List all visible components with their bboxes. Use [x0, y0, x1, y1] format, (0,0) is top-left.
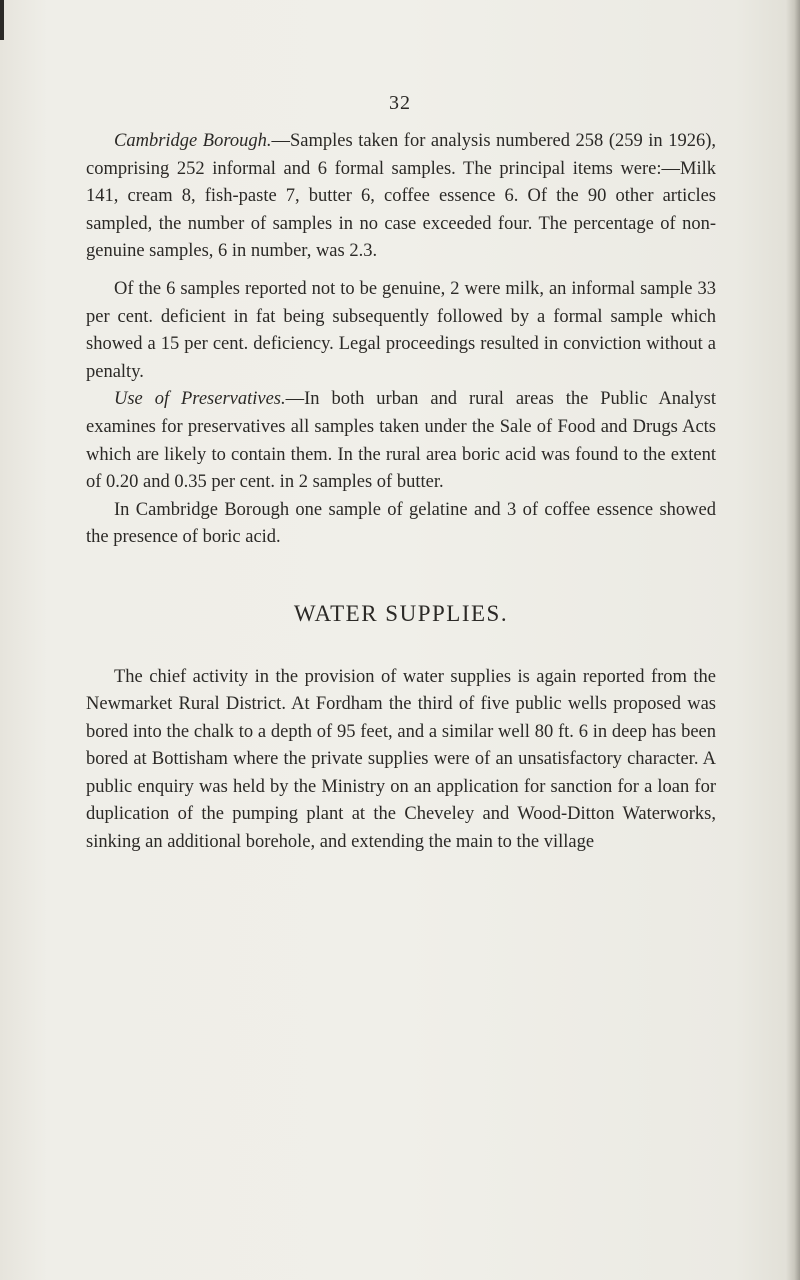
page-number: 32 — [389, 92, 411, 114]
paragraph-boric-acid — [86, 497, 716, 552]
paragraph-text: —Samples taken for analysis numbered 258 (259 in 1926), comprising 252 informal and 6 formal samples. The principal items were:—Milk 141, cream 8, fish-paste 7, butter 6, coffee essence 6. Of the 90 other articles sampled, the number of samples in no case exceeded four. The percentage of non-genuine samples, 6 in number, was 2.3. — [86, 131, 716, 262]
paragraph-text: Of the 6 samples reported not to be genuine, 2 were milk, an informal sample 33 per cent. deficient in fat being subsequently followed by a formal sample which showed a 15 per cent. deficiency. Legal proceedings resulted in conviction without a penalty. — [86, 278, 716, 382]
paragraph-preservatives — [86, 386, 716, 496]
paragraph-non-genuine-samples — [86, 276, 716, 386]
paragraph-cambridge-borough — [86, 128, 716, 266]
page-corner-mark — [0, 0, 4, 40]
paragraph-lead: Cambridge Borough. — [114, 131, 272, 151]
paragraph-lead: Use of Preservatives. — [114, 389, 286, 410]
paragraph-text: In Cambridge Borough one sample of gelatine and 3 of coffee essence showed the presence of boric acid. — [86, 499, 716, 548]
page-body — [86, 128, 716, 857]
paragraph-water-supplies — [86, 664, 716, 857]
paragraph-text: —In both urban and rural areas the Public Analyst examines for preservatives all samples taken under the Sale of Food and Drugs Acts which are likely to contain them. In the rural area boric acid was found to the extent of 0.20 and 0.35 per cent. in 2 samples of butter. — [86, 389, 716, 493]
paragraph-text: The chief activity in the provision of water supplies is again reported from the Newmarket Rural District. At Fordham the third of five public wells proposed was bored into the chalk to a depth of 95 feet, and a similar well 80 ft. 6 in deep has been bored at Bottisham where the private supplies were of an unsatisfactory character. A public enquiry was held by the Ministry on an application for sanction for a loan for duplication of the pumping plant at the Cheveley and Wood-Ditton Waterworks, sinking an additional borehole, and extending the main to the village — [86, 666, 716, 853]
page-edge-shadow — [786, 0, 800, 1280]
section-heading: WATER SUPPLIES. — [293, 600, 509, 626]
